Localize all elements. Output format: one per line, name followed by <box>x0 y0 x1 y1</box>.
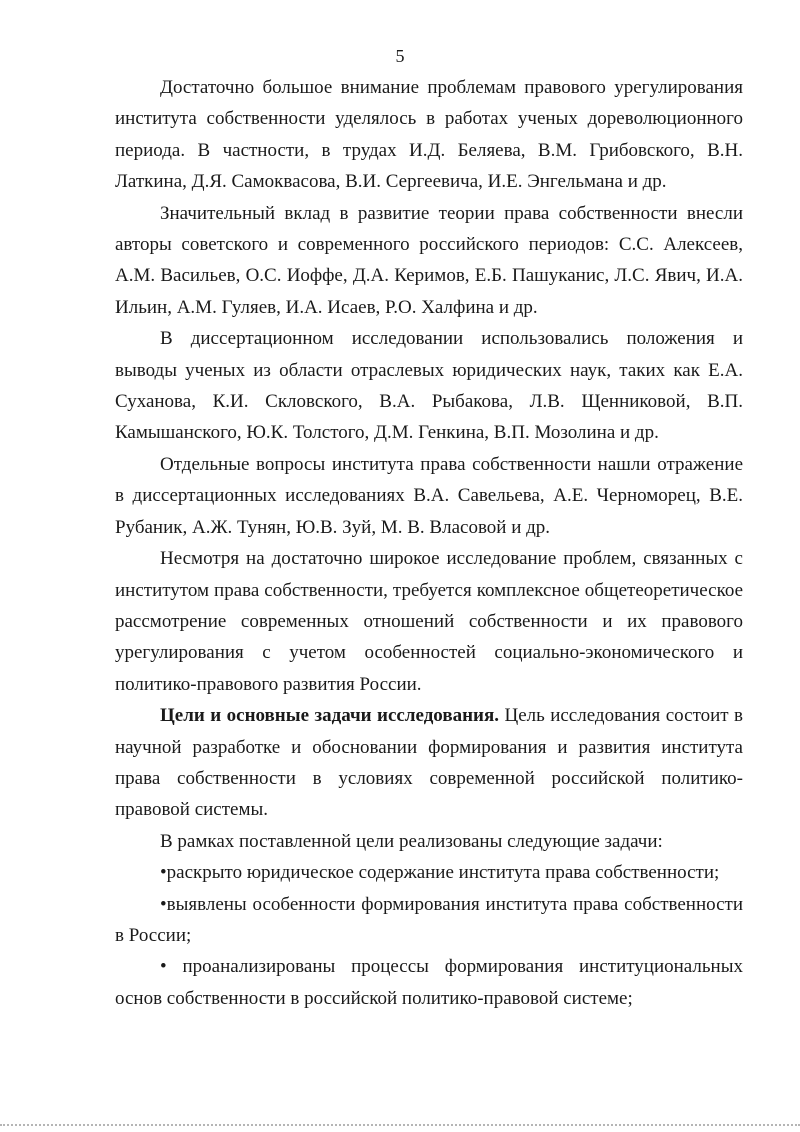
paragraph-soviet-modern: Значительный вклад в развитие теории права собственности внесли авторы советского и современного российского периодов: С.С. Алексеев, А.М. Васильев, О.С. Иоффе, Д.А. Керимов, Е.Б. Пашуканис, Л.С. Явич, И.А. Ильин, А.М. Гуляев, И.А. Исаев, Р.О. Халфина и др. <box>115 202 743 318</box>
paragraph-goals <box>115 700 743 826</box>
goals-text: Цель исследования состоит в научной разработке и обосновании формирования и развития института права собственности в условиях современной российской политико-правовой системы. <box>115 705 744 821</box>
task-item-3: • проанализированы процессы формирования институциональных основ собственности в российской политико-правовой системе; <box>115 956 743 1009</box>
goals-heading: Цели и основные задачи исследования. <box>160 705 500 727</box>
task-item-1: •раскрыто юридическое содержание института права собственности; <box>160 862 720 884</box>
page-number: 5 <box>395 46 405 66</box>
body-text <box>115 72 743 1014</box>
paragraph-research-need: Несмотря на достаточно широкое исследование проблем, связанных с институтом права собственности, требуется комплексное общетеоретическое рассмотрение современных отношений собственности и их правового урегулирования с учетом особенностей социально-экономического и политико-правового развития России. <box>115 548 743 695</box>
tasks-intro: В рамках поставленной цели реализованы следующие задачи: <box>160 830 663 852</box>
paragraph-branch-sciences: В диссертационном исследовании использовались положения и выводы ученых из области отраслевых юридических наук, таких как Е.А. Суханова, К.И. Скловского, В.А. Рыбакова, Л.В. Щенниковой, В.П. Камышанского, Ю.К. Толстого, Д.М. Генкина, В.П. Мозолина и др. <box>115 328 743 444</box>
paragraph-dissertations: Отдельные вопросы института права собственности нашли отражение в диссертационных исследованиях В.А. Савельева, А.Е. Черноморец, В.Е. Рубаник, А.Ж. Тунян, Ю.В. Зуй, М. В. Власовой и др. <box>115 453 743 538</box>
scan-bottom-border <box>0 1124 800 1126</box>
task-item-2: •выявлены особенности формирования института права собственности в России; <box>115 893 743 946</box>
paragraph-prerevolutionary: Достаточно большое внимание проблемам правового урегулирования института собственности уделялось в работах ученых дореволюционного периода. В частности, в трудах И.Д. Беляева, В.М. Грибовского, В.Н. Латкина, Д.Я. Самоквасова, В.И. Сергеевича, И.Е. Энгельмана и др. <box>115 77 743 193</box>
